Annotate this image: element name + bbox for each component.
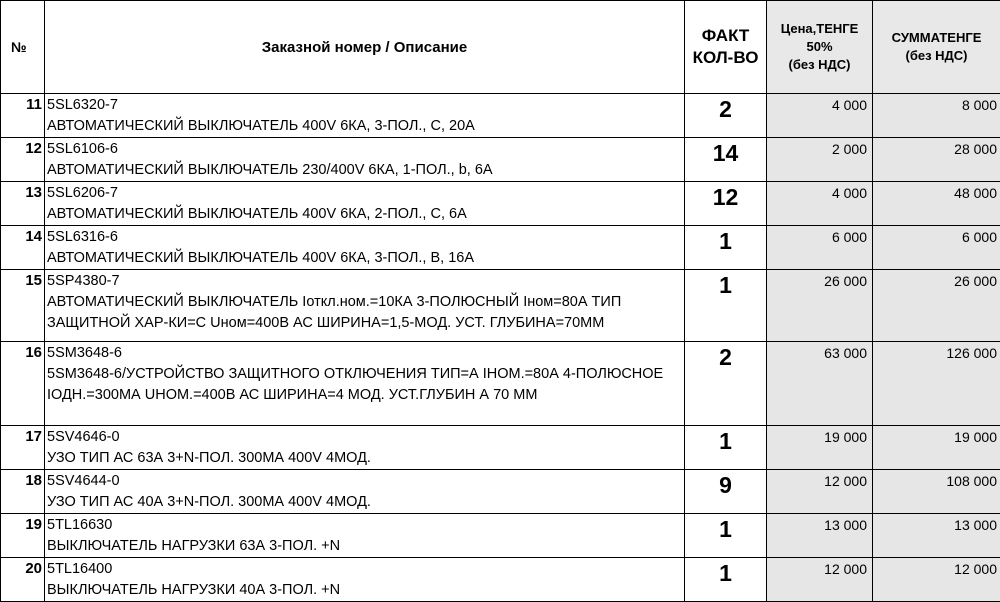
row-code: 5SL6106-6 — [47, 139, 684, 160]
row-description[interactable] — [45, 226, 685, 270]
row-desc-text: УЗО ТИП АС 40А 3+N-ПОЛ. 300МА 400V 4МОД. — [47, 494, 371, 510]
row-code: 5SL6316-6 — [47, 227, 684, 248]
row-price[interactable]: 4 000 — [767, 182, 873, 226]
row-description[interactable] — [45, 94, 685, 138]
row-number[interactable]: 13 — [1, 182, 45, 226]
row-number[interactable]: 17 — [1, 426, 45, 470]
row-code: 5TL16400 — [47, 559, 684, 580]
row-sum[interactable]: 8 000 — [873, 94, 1000, 138]
row-description[interactable] — [45, 426, 685, 470]
header-price-line2: 50% — [767, 38, 872, 56]
row-desc-text: АВТОМАТИЧЕСКИЙ ВЫКЛЮЧАТЕЛЬ 400V 6КА, 2-ПОЛ., С, 6А — [47, 206, 467, 222]
table-row — [1, 514, 1000, 558]
row-code: 5SL6206-7 — [47, 183, 684, 204]
row-number[interactable]: 14 — [1, 226, 45, 270]
row-number[interactable]: 12 — [1, 138, 45, 182]
row-quantity[interactable]: 9 — [685, 470, 767, 514]
row-price[interactable]: 12 000 — [767, 558, 873, 602]
row-description[interactable] — [45, 514, 685, 558]
row-code: 5SP4380-7 — [47, 271, 684, 292]
header-number[interactable]: № — [1, 1, 45, 94]
row-code: 5SL6320-7 — [47, 95, 684, 116]
row-desc-text: АВТОМАТИЧЕСКИЙ ВЫКЛЮЧАТЕЛЬ 400V 6КА, 3-ПОЛ., В, 16А — [47, 250, 474, 266]
row-quantity[interactable]: 1 — [685, 270, 767, 342]
header-price[interactable] — [767, 1, 873, 94]
table-row — [1, 426, 1000, 470]
row-sum[interactable]: 108 000 — [873, 470, 1000, 514]
row-quantity[interactable]: 1 — [685, 226, 767, 270]
row-code: 5SV4646-0 — [47, 427, 684, 448]
header-quantity-line2: КОЛ-ВО — [685, 47, 766, 69]
table-row — [1, 470, 1000, 514]
row-quantity[interactable]: 14 — [685, 138, 767, 182]
table-row — [1, 558, 1000, 602]
table-row — [1, 182, 1000, 226]
row-price[interactable]: 4 000 — [767, 94, 873, 138]
row-desc-text: АВТОМАТИЧЕСКИЙ ВЫКЛЮЧАТЕЛЬ Iоткл.ном.=10КА 3-ПОЛЮСНЫЙ Iном=80А ТИП ЗАЩИТНОЙ ХАР-КИ=С Uном=400В АС ШИРИНА=1,5-МОД. УСТ. ГЛУБИНА=70ММ — [47, 294, 621, 331]
table-row — [1, 342, 1000, 426]
row-sum[interactable]: 28 000 — [873, 138, 1000, 182]
row-description[interactable] — [45, 342, 685, 426]
row-number[interactable]: 18 — [1, 470, 45, 514]
row-description[interactable] — [45, 270, 685, 342]
row-price[interactable]: 6 000 — [767, 226, 873, 270]
row-quantity[interactable]: 1 — [685, 558, 767, 602]
row-description[interactable] — [45, 470, 685, 514]
header-quantity[interactable] — [685, 1, 767, 94]
row-price[interactable]: 2 000 — [767, 138, 873, 182]
row-number[interactable]: 19 — [1, 514, 45, 558]
table-row — [1, 226, 1000, 270]
table-row — [1, 94, 1000, 138]
row-sum[interactable]: 6 000 — [873, 226, 1000, 270]
row-description[interactable] — [45, 138, 685, 182]
row-code: 5TL16630 — [47, 515, 684, 536]
row-code: 5SM3648-6 — [47, 343, 684, 364]
row-price[interactable]: 26 000 — [767, 270, 873, 342]
row-sum[interactable]: 126 000 — [873, 342, 1000, 426]
row-number[interactable]: 11 — [1, 94, 45, 138]
row-description[interactable] — [45, 558, 685, 602]
header-description[interactable]: Заказной номер / Описание — [45, 1, 685, 94]
table-row — [1, 138, 1000, 182]
row-price[interactable]: 19 000 — [767, 426, 873, 470]
table-row — [1, 270, 1000, 342]
row-sum[interactable]: 12 000 — [873, 558, 1000, 602]
row-desc-text: УЗО ТИП АС 63А 3+N-ПОЛ. 300МА 400V 4МОД. — [47, 450, 371, 466]
header-price-line3: (без НДС) — [767, 56, 872, 74]
header-sum[interactable] — [873, 1, 1000, 94]
row-sum[interactable]: 19 000 — [873, 426, 1000, 470]
row-quantity[interactable]: 2 — [685, 342, 767, 426]
header-row — [1, 1, 1000, 94]
row-number[interactable]: 16 — [1, 342, 45, 426]
row-desc-text: АВТОМАТИЧЕСКИЙ ВЫКЛЮЧАТЕЛЬ 400V 6КА, 3-ПОЛ., С, 20А — [47, 118, 475, 134]
row-quantity[interactable]: 2 — [685, 94, 767, 138]
row-quantity[interactable]: 1 — [685, 514, 767, 558]
header-price-line1: Цена,ТЕНГЕ — [767, 20, 872, 38]
row-sum[interactable]: 13 000 — [873, 514, 1000, 558]
row-sum[interactable]: 48 000 — [873, 182, 1000, 226]
row-quantity[interactable]: 1 — [685, 426, 767, 470]
row-code: 5SV4644-0 — [47, 471, 684, 492]
row-quantity[interactable]: 12 — [685, 182, 767, 226]
row-price[interactable]: 12 000 — [767, 470, 873, 514]
row-number[interactable]: 20 — [1, 558, 45, 602]
header-sum-line2: (без НДС) — [873, 47, 1000, 65]
header-sum-line1: СУММАТЕНГЕ — [873, 29, 1000, 47]
row-desc-text: ВЫКЛЮЧАТЕЛЬ НАГРУЗКИ 63А 3-ПОЛ. +N — [47, 538, 340, 554]
row-price[interactable]: 13 000 — [767, 514, 873, 558]
row-desc-text: АВТОМАТИЧЕСКИЙ ВЫКЛЮЧАТЕЛЬ 230/400V 6КА, 1-ПОЛ., b, 6A — [47, 162, 493, 178]
row-price[interactable]: 63 000 — [767, 342, 873, 426]
row-desc-text: ВЫКЛЮЧАТЕЛЬ НАГРУЗКИ 40А 3-ПОЛ. +N — [47, 582, 340, 598]
row-description[interactable] — [45, 182, 685, 226]
row-sum[interactable]: 26 000 — [873, 270, 1000, 342]
row-number[interactable]: 15 — [1, 270, 45, 342]
row-desc-text: 5SM3648-6/УСТРОЙСТВО ЗАЩИТНОГО ОТКЛЮЧЕНИЯ ТИП=А IНОМ.=80А 4-ПОЛЮСНОЕ IОДН.=300МА UНОМ.=400В АС ШИРИНА=4 МОД. УСТ.ГЛУБИН А 70 ММ — [47, 366, 663, 403]
header-quantity-line1: ФАКТ — [685, 25, 766, 47]
